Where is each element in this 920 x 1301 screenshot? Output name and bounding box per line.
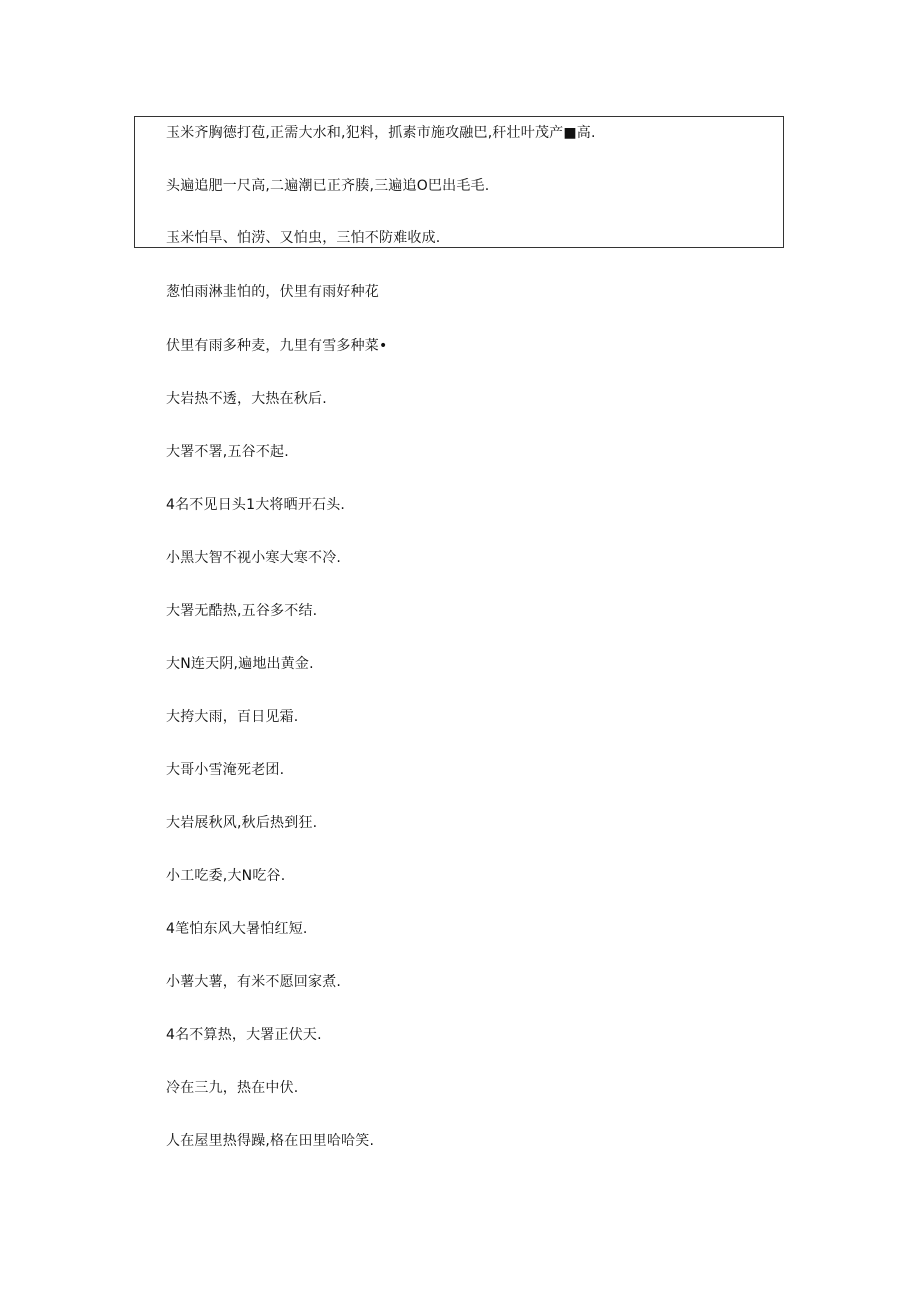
proverb-line: 冷在三九，热在中伏.	[166, 1080, 299, 1096]
proverb-line: 大哥小雪淹死老团.	[166, 762, 285, 778]
proverb-line: 大挎大雨，百日见霜.	[166, 709, 299, 725]
proverb-line: 小黑大智不视小寒大寒不冷.	[166, 550, 342, 566]
proverb-line: 大岩热不透，大热在秋后.	[166, 391, 327, 407]
proverb-line: 4笔怕东风大暑怕红短.	[166, 921, 308, 937]
proverb-line: 大署无酷热,五谷多不结.	[166, 603, 318, 619]
proverb-line: 伏里有雨多种麦，九里有雪多种菜•	[166, 338, 388, 354]
proverb-line: 4名不算热，大署正伏天.	[166, 1027, 322, 1043]
boxed-line-1: 玉米齐胸德打苞,正需大水和,犯料，抓素市施攻融巴,秆壮叶茂产■高.	[166, 125, 596, 141]
proverb-line: 大N连天阴,遍地出黄金.	[166, 656, 314, 672]
proverb-line: 大署不署,五谷不起.	[166, 444, 289, 460]
proverb-line: 人在屋里热得躁,格在田里哈哈笑.	[166, 1133, 375, 1149]
proverb-line: 小工吃委,大N吃谷.	[166, 868, 286, 884]
boxed-line-3: 玉米怕旱、怕涝、又怕虫，三怕不防难收成.	[166, 230, 441, 246]
proverb-line: 葱怕雨淋韭怕的，伏里有雨好种花	[166, 284, 379, 300]
boxed-line-2: 头遍追肥一尺高,二遍潮已正齐腠,三遍追O巴出毛毛.	[166, 178, 490, 194]
proverb-line: 小薯大薯，有米不愿回家煮.	[166, 974, 342, 990]
proverb-line: 4名不见日头1大将晒开石头.	[166, 497, 346, 513]
proverb-line: 大岩展秋风,秋后热到狂.	[166, 815, 318, 831]
